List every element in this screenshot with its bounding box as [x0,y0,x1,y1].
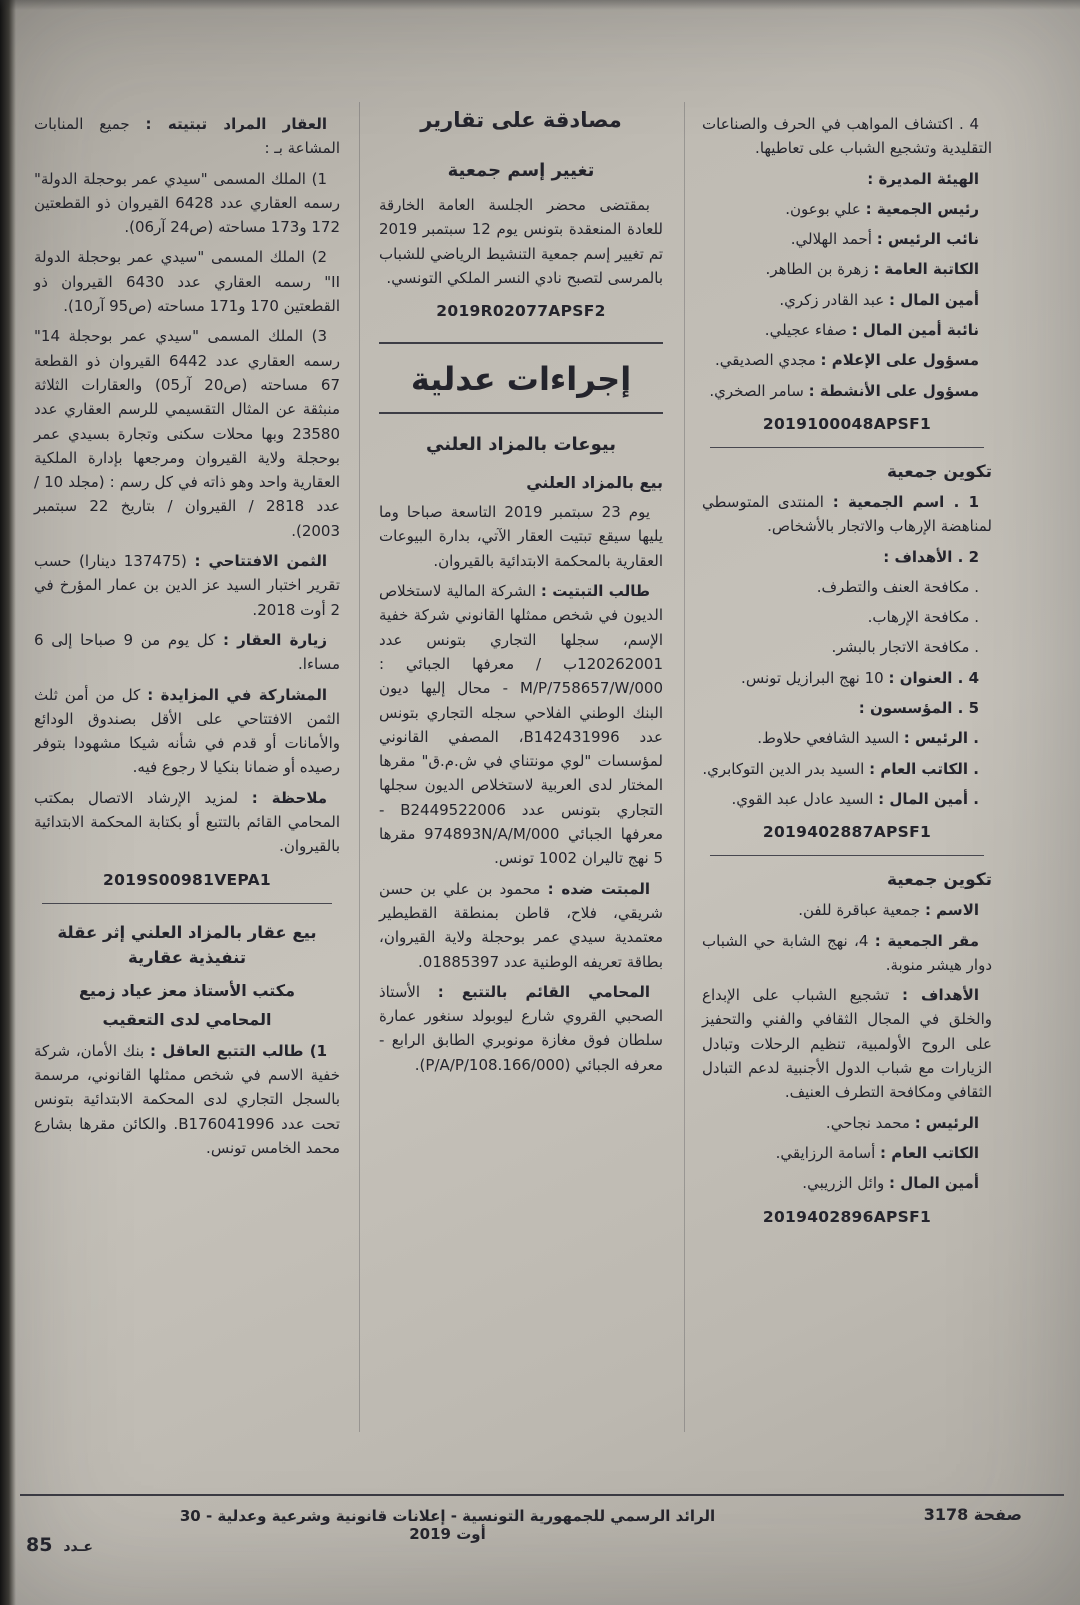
paragraph [34,628,340,677]
field-label: . الكاتب العام : [869,759,979,778]
paragraph [702,696,992,720]
paragraph [702,288,992,312]
issue-label: عـدد [63,1539,93,1555]
field-label: نائب الرئيس : [876,230,979,249]
office-subheading: المحامي لدى التعقيب [102,1009,272,1029]
paragraph [702,379,992,403]
field-label: 1 . اسم الجمعية : [832,492,979,511]
field-value: السيد بدر الدين التوكابري. [702,759,870,778]
field-label: مسؤول على الإعلام : [820,351,979,370]
field-value: 4، نهج الشابة حي الشباب دوار هيشر منوبة. [702,931,992,974]
field-label: الرئيس : [914,1113,979,1132]
paragraph [34,683,340,780]
field-value: مجدي الصديقي. [715,351,821,370]
field-value: الشركة المالية لاستخلاص الديون في شخص ممثلها القانوني شركة خفية الإسم، سجلها التجاري بتونس عدد 120262001ب / معرفها الجبائي : 000/M/P/758657/W - محال إليها ديون البنك الوطني الفلاحي سجله التجاري بتونس عدد B142431996، المصفي القانوني لمؤسسات "لوي مونتناي في ش.م.ق" مقرها المختار لدى العربية لاستخلاص الديون سجلها التجاري بتونس عدد B2449522006 - معرفها الجبائي 974893N/A/M/000 مقرها 5 نهج تاليران 1002 تونس. [379,582,664,868]
column-right [702,106,992,1236]
paragraph [702,318,992,342]
field-label: 5 . المؤسسون : [858,699,979,718]
field-value: جميع المنابات المشاعة بـ : [34,115,340,158]
sub-heading: بيع بالمزاد العلني [526,473,663,493]
field-label: المحامي القائم بالتتبع : [437,982,650,1001]
field-label: مقر الجمعية : [874,931,979,950]
field-label: الكاتبة العامة : [873,260,979,279]
paragraph [702,227,992,251]
field-value: الأستاذ الصحبي القروي شارع ليوبولد سنغور عمارة سلطان فوق مغازة مونوبري الطابق الرابع - معرفه الجبائي (000/P/A/P/108.166). [379,982,663,1074]
field-label: 2 . الأهداف : [883,547,979,566]
paragraph [379,579,663,871]
paragraph [34,245,340,318]
footer-issue-number [26,1534,93,1556]
paragraph [702,1111,992,1135]
paragraph [34,112,340,161]
field-value: زهرة بن الطاهر. [765,260,874,279]
paragraph [702,167,992,191]
scan-top-shadow [0,0,1080,10]
column-left [34,106,340,1236]
field-label: رئيس الجمعية : [865,199,979,218]
list-item [702,605,992,629]
paragraph [34,786,340,859]
field-value: لمزيد الإرشاد الاتصال بمكتب المحامي القائم بالتتبع أو بكتابة المحكمة الابتدائية بالقيروان. [34,788,340,856]
field-label: العقار المراد تبتيته : [145,115,327,133]
field-label: زيارة العقار : [223,630,327,649]
paragraph [702,1171,992,1195]
paragraph [702,257,992,281]
paragraph [702,197,992,221]
field-value: محمد نجاحي. [825,1113,915,1132]
field-label: . الرئيس : [903,729,979,748]
paragraph-text: . مكافحة العنف والتطرف. [816,577,979,596]
field-value: جمعية عباقرة للفن. [798,901,925,920]
paragraph [702,490,992,539]
section-divider [710,855,984,856]
field-value: صفاء عجيلي. [764,321,852,340]
field-value: محمود بن علي بن حسن شريقي، فلاح، قاطن بمنطقة القطيطير معتمدية سيدي عمر بوحجلة ولاية القيروان، بطاقة تعريفه الوطنية عدد 01885397. [379,879,663,971]
paragraph [379,980,663,1077]
field-value: السيد عادل عبد القوي. [731,789,879,808]
paragraph [702,112,992,161]
paragraph-text: 3) الملك المسمى "سيدي عمر بوحجلة 14" رسمه العقاري عدد 6442 القيروان ذو القطعة 67 مساحته (ص20 آر05) والعقارات الثلاثة منبثقة عن المثال التقسيمي للرسم العقاري عدد 23580 وبها محلات سكنى وتجارة بسيدي عمر بوحجلة ولاية القيروان ومرجعها بإدارة الملكية العقارية واحد وهو ذاته في كل رسم : (مجلد 10 / عدد 2818 / القيروان / بتاريخ 22 سبتمبر 2003). [34,327,340,540]
paragraph [702,929,992,978]
field-value: علي بوعون. [785,199,866,218]
scan-left-edge [0,0,16,1605]
field-label: 1) طالب التتبع العاقل : [149,1041,327,1060]
field-label: . أمين المال : [878,789,979,808]
paragraph-text: . مكافحة الإرهاب. [867,608,979,627]
paragraph [702,787,992,811]
field-label: ملاحظة : [251,788,327,807]
field-label: 4 . العنوان : [888,668,979,687]
paragraph [379,500,663,573]
field-label: أمين المال : [889,290,979,309]
paragraph [702,898,992,922]
paragraph-text: بمقتضى محضر الجلسة العامة الخارقة للعادة المنعقدة بتونس يوم 12 سبتمبر 2019 تم تغيير إسم جمعية التنشيط الرياضي للشباب بالمرسى لتصبح نادي النسر الملكي التونسي. [379,196,663,287]
field-value: كل من أمن ثلث الثمن الافتتاحي على الأقل بصندوق الودائع والأمانات أو قدم في شأنه شيكا مشهودا بتوفر رصيده أو ضمانا بنكيا لا رجوع فيه. [34,685,340,777]
rubric-banner: إجراءات عدلية [379,342,663,414]
field-value: تشجيع الشباب على الإبداع والخلق في المجال الثقافي والفني والتحفيز على الروح الأولمبية، تنظيم الرحلات وتبادل الزيارات مع شباب الدول الأجنبية لدعم التبادل الثقافي ومكافحة التطرف العنيف. [702,986,992,1102]
registration-number: 2019R02077APSF2 [436,302,606,321]
paragraph [702,545,992,569]
field-value: أسامة الرزايقي. [775,1143,881,1162]
paragraph-text: . مكافحة الاتجار بالبشر. [831,638,979,657]
field-label: مسؤول على الأنشطة : [808,381,979,400]
notice-heading: بيع عقار بالمزاد العلني إثر عقلة تنفيذية عقارية [57,922,317,968]
paragraph [34,324,340,543]
paragraph-text: 4 . اكتشاف المواهب في الحرف والصناعات التقليدية وتشجيع الشباب على تعاطيها. [702,115,992,158]
columns-container [34,106,992,1236]
paragraph [702,1141,992,1165]
field-value: (137475 دينارا) حسب تقرير اختبار السيد عز الدين بن عمار المؤرخ في 2 أوت 2018. [34,552,340,619]
field-value: عبد القادر زكري. [779,290,890,309]
registration-number: 2019402887APSF1 [762,823,932,842]
field-label: أمين المال : [889,1174,979,1193]
field-label: المشاركة في المزايدة : [147,685,327,704]
notice-heading: تغيير إسم جمعية [447,160,595,181]
section-heading: تكوين جمعية [886,461,992,482]
paragraph [34,167,340,240]
field-value: 10 نهج البرازيل تونس. [741,668,889,687]
paragraph [702,757,992,781]
paragraph [34,1039,340,1160]
column-middle [379,106,663,1236]
field-value: أحمد الهلالي. [790,230,877,249]
field-value: سامر الصخري. [709,381,809,400]
paragraph-text: يوم 23 سبتمبر 2019 التاسعة صباحا وما يليها سيقع تبتيت العقار الآتي، بدارة البيوعات العقارية بالمحكمة الابتدائية بالقيروان. [379,503,663,570]
registration-number: 2019402896APSF1 [762,1207,932,1226]
registration-number: 2019S00981VEPA1 [102,870,272,889]
section-divider [42,903,332,904]
field-label: الأهداف : [901,986,979,1005]
field-label: الاسم : [924,901,979,920]
paragraph [379,877,663,974]
paragraph-text: 1) الملك المسمى "سيدي عمر بوحجلة الدولة" رسمه العقاري عدد 6428 القيروان ذو القطعتين 172 و173 مساحته (ص24 آر06). [34,169,341,237]
issue-value: 85 [26,1534,53,1556]
list-item [702,575,992,599]
field-label: طالب التبتيت : [540,582,650,601]
rubric-heading: مصادقة على تقارير [420,108,622,132]
paragraph [702,983,992,1104]
field-value: بنك الأمان، شركة خفية الاسم في شخص ممثلها القانوني، مرسمة بالسجل التجاري لدى المحكمة الابتدائية بتونس تحت عدد B176041996. والكائن مقرها بشارع محمد الخامس تونس. [34,1041,340,1157]
field-label: الكاتب العام : [880,1143,979,1162]
field-label: الهيئة المديرة : [867,169,979,188]
footer-page-number: صفحة 3178 [923,1505,1022,1524]
field-value: كل يوم من 9 صباحا إلى 6 مساءا. [34,630,340,674]
section-heading: تكوين جمعية [886,870,992,891]
paragraph [34,549,340,622]
section-divider [710,447,984,448]
office-heading: مكتب الأستاذ معز عياد زميع [79,980,295,1000]
field-label: المبتت ضده : [547,879,650,898]
notice-heading: بيوعات بالمزاد العلني [425,434,616,456]
paragraph [702,348,992,372]
registration-number: 2019100048APSF1 [762,414,932,433]
field-label: الثمن الافتتاحي : [194,552,327,571]
field-label: نائبة أمين المال : [851,321,979,340]
paragraph [379,193,663,290]
paragraph [702,666,992,690]
footer-gazette-title: الرائد الرسمي للجمهورية التونسية - إعلانات قانونية وشرعية وعدلية - 30 أوت 2019 [179,1507,716,1543]
footer-divider [20,1494,1064,1496]
field-value: المنتدى المتوسطي لمناهضة الإرهاب والاتجار بالأشخاص. [702,492,992,536]
list-item [702,635,992,659]
field-value: وائل الزريبي. [802,1174,890,1193]
field-value: السيد الشافعي حلاوط. [757,729,904,748]
paragraph [702,726,992,750]
paragraph-text: 2) الملك المسمى "سيدي عمر بوحجلة الدولة II" رسمه العقاري عدد 6430 القيروان ذو القطعتين 170 و171 مساحته (ص95 آر10). [34,248,340,316]
